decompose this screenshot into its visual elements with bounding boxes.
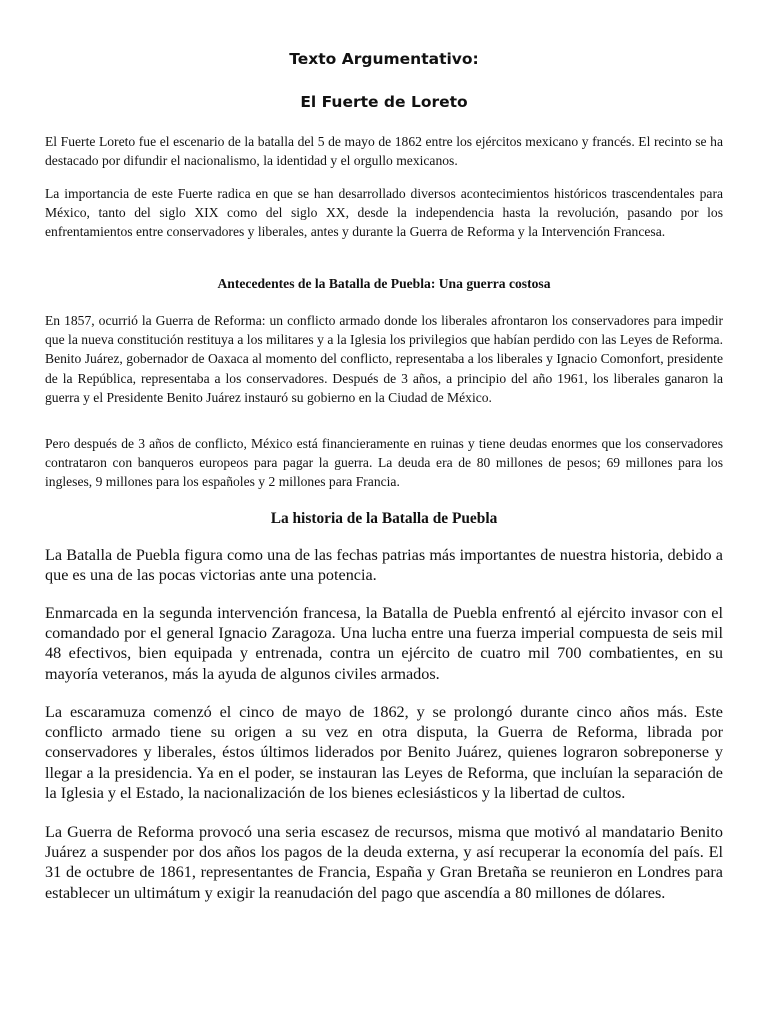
document-subtitle: El Fuerte de Loreto [300, 93, 468, 111]
document-title: Texto Argumentativo: [289, 50, 479, 68]
section2-paragraph-1: La Batalla de Puebla figura como una de las fechas patrias más importantes de nuestra historia, debido a que es una de las pocas victorias ante una potencia. [45, 546, 723, 585]
intro-paragraph-2: La importancia de este Fuerte radica en que se han desarrollado diversos acontecimientos históricos trascendentales para México, tanto del siglo XIX como del siglo XX, desde la independencia hasta la revolución, pasando por los enfrentamientos entre conservadores y liberales, antes y durante la Guerra de Reforma y la Intervención Francesa. [45, 186, 723, 240]
intro-paragraph-1: El Fuerte Loreto fue el escenario de la batalla del 5 de mayo de 1862 entre los ejércitos mexicano y francés. El recinto se ha destacado por difundir el nacionalismo, la identidad y el orgullo mexicanos. [45, 134, 723, 169]
section1-paragraph-1: En 1857, ocurrió la Guerra de Reforma: un conflicto armado donde los liberales afrontaron los conservadores para impedir que la nueva constitución restituya a los militares y a la Iglesia los privilegios que habían perdido con las Leyes de Reforma. Benito Juárez, gobernador de Oaxaca al momento del conflicto, representaba a los liberales y Ignacio Comonfort, presidente de la República, representaba a los conservadores. Después de 3 años, a principio del año 1961, los liberales ganaron la guerra y el Presidente Benito Juárez instauró su gobierno en la Ciudad de México. [45, 313, 723, 405]
section1-paragraph-2: Pero después de 3 años de conflicto, México está financieramente en ruinas y tiene deudas enormes que los conservadores contrataron con banqueros europeos para pagar la guerra. La deuda era de 80 millones de pesos; 69 millones para los ingleses, 9 millones para los españoles y 2 millones para Francia. [45, 436, 723, 490]
section2-heading: La historia de la Batalla de Puebla [270, 510, 498, 527]
section2-paragraph-3: La escaramuza comenzó el cinco de mayo de 1862, y se prolongó durante cinco años más. Este conflicto armado tiene su origen a su vez en otra disputa, la Guerra de Reforma, librada por conservadores y liberales, éstos últimos liderados por Benito Juárez, quienes lograron sobreponerse y llegar a la presidencia. Ya en el poder, se instauran las Leyes de Reforma, que incluían la separación de la Iglesia y el Estado, la nacionalización de los bienes eclesiásticos y la libertad de cultos. [45, 703, 723, 802]
section1-heading: Antecedentes de la Batalla de Puebla: Una guerra costosa [217, 276, 551, 291]
section2-paragraph-4: La Guerra de Reforma provocó una seria escasez de recursos, misma que motivó al mandatario Benito Juárez a suspender por dos años los pagos de la deuda externa, y así recuperar la economía del país. El 31 de octubre de 1861, representantes de Francia, España y Gran Bretaña se reunieron en Londres para establecer un ultimátum y exigir la reanudación del pago que ascendía a 80 millones de dólares. [45, 823, 723, 902]
section2-paragraph-2: Enmarcada en la segunda intervención francesa, la Batalla de Puebla enfrentó al ejército invasor con el comandado por el general Ignacio Zaragoza. Una lucha entre una fuerza imperial compuesta de seis mil 48 efectivos, bien equipada y entrenada, contra un ejército de cuatro mil 700 combatientes, en su mayoría veteranos, más la ayuda de algunos civiles armados. [45, 604, 723, 683]
